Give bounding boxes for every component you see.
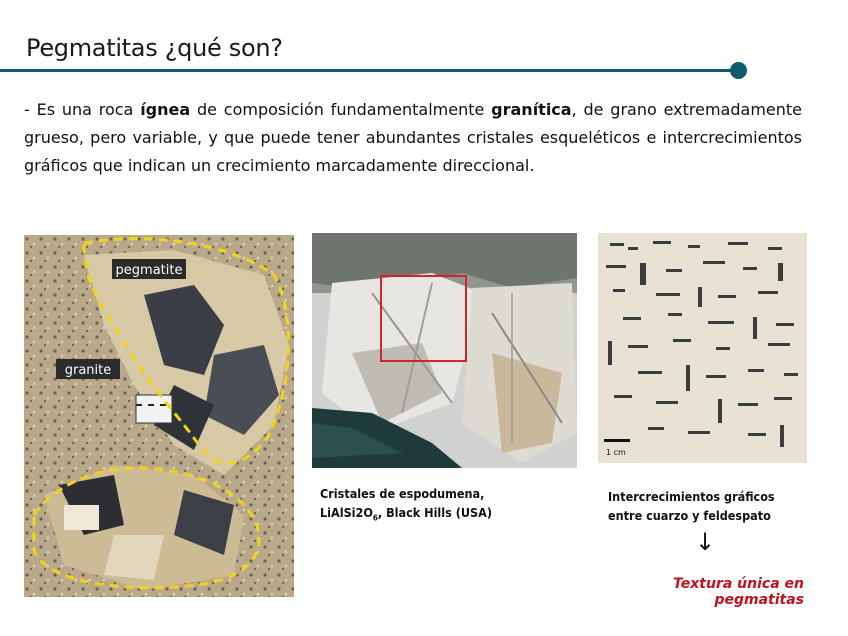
scale-label: 1 cm	[606, 448, 626, 457]
definition-paragraph	[24, 96, 802, 180]
scale-bar	[604, 439, 630, 442]
spodumene-locality: , Black Hills (USA)	[377, 505, 492, 520]
granite-label: granite	[64, 363, 112, 378]
spodumene-caption	[320, 484, 560, 528]
down-arrow-icon: ↓	[695, 528, 716, 556]
spodumene-quarry-photo	[312, 233, 577, 468]
slide-title: Pegmatitas ¿qué son?	[26, 34, 283, 62]
title-underline-dot	[730, 62, 747, 79]
spodumene-formula-subscript: 6	[372, 513, 378, 523]
definition-prefix: - Es una roca	[24, 100, 141, 119]
spodumene-caption-line1: Cristales de espodumena,	[320, 486, 485, 501]
definition-suffix: , de grano extremadamente grueso, pero variable, y que puede tener abundantes cristales esqueléticos e intercrecimientos gráficos que indican un crecimiento marcadamente direccional.	[24, 100, 803, 175]
title-underline	[0, 69, 738, 72]
definition-middle: de composición fundamentalmente	[190, 100, 492, 119]
graphic-caption-line1: Intercrecimientos gráficos	[608, 489, 775, 504]
graphic-caption-line2: entre cuarzo y feldespato	[608, 508, 771, 523]
spodumene-formula: LiAlSi2O	[320, 505, 373, 520]
graphic-intergrowth-caption	[608, 487, 808, 525]
term-ignea: ígnea	[140, 100, 191, 119]
pegmatite-label: pegmatite	[115, 263, 183, 278]
highlight-statement: Textura única en pegmatitas	[673, 576, 804, 608]
term-granitica: granítica	[491, 100, 572, 119]
graphic-intergrowth-photo	[598, 233, 807, 463]
pegmatite-outcrop-photo	[24, 235, 294, 597]
spodumene-caption-line2	[320, 503, 560, 528]
